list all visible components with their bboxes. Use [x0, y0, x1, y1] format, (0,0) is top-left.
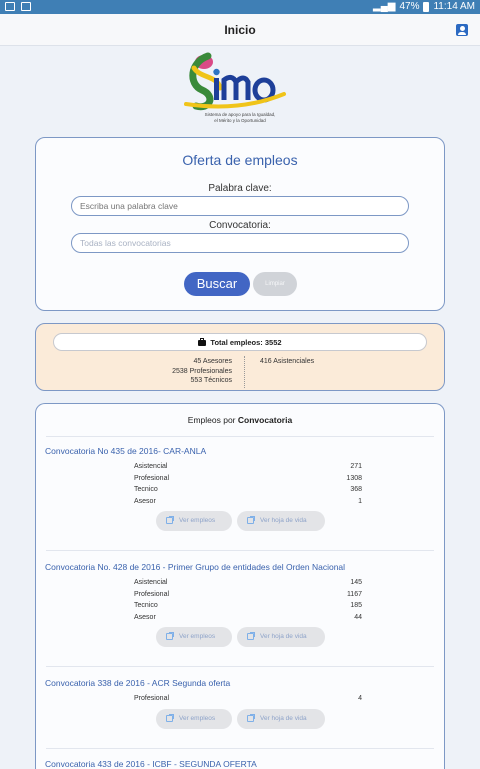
ver-empleos-button[interactable]	[156, 627, 232, 647]
convocatoria-title[interactable]: Convocatoria No. 428 de 2016 - Primer Grupo de entidades del Orden Nacional	[45, 562, 346, 572]
open-external-icon	[247, 633, 254, 640]
gallery-notification-icon	[5, 2, 15, 11]
open-external-icon	[166, 715, 173, 722]
row-label: Profesional	[134, 695, 170, 702]
convocatoria-item	[45, 446, 362, 524]
divider	[46, 436, 434, 437]
battery-percent: 47%	[399, 1, 420, 12]
row-label: Profesional	[134, 590, 170, 598]
totals-left-column	[36, 357, 232, 386]
keyword-input[interactable]	[71, 196, 409, 216]
clock: 11:14 AM	[433, 1, 475, 12]
ver-hoja-de-vida-label: Ver hoja de vida	[260, 715, 307, 722]
row-label: Profesional	[134, 474, 170, 482]
ver-empleos-label: Ver empleos	[179, 633, 216, 640]
ver-hoja-de-vida-label: Ver hoja de vida	[260, 633, 307, 640]
empleos-heading-bold: Convocatoria	[237, 415, 293, 425]
logo-tagline-line-1: Sistema de apoyo para la Igualdad,	[204, 112, 276, 117]
divider	[46, 550, 434, 551]
empleos-card	[35, 403, 445, 769]
logo-tagline-line-2: el Mérito y la Oportunidad	[214, 118, 266, 123]
convocatoria-select[interactable]: Todas las convocatorias	[71, 233, 409, 253]
search-title: Oferta de empleos	[182, 152, 298, 168]
status-bar	[0, 0, 480, 14]
row-value: 4	[358, 695, 362, 702]
total-asistenciales: 416 Asistenciales	[260, 358, 315, 365]
row-label: Asistencial	[134, 463, 168, 470]
ver-empleos-button[interactable]	[156, 511, 232, 531]
divider	[46, 666, 434, 667]
totals-card	[35, 323, 445, 391]
row-value: 1	[358, 497, 362, 505]
ver-hoja-de-vida-button[interactable]	[237, 709, 325, 729]
total-pill	[53, 333, 427, 351]
battery-icon	[423, 2, 429, 12]
keyword-label: Palabra clave:	[208, 183, 272, 194]
total-label: Total empleos: 3552	[210, 338, 282, 347]
account-box-icon[interactable]	[456, 24, 468, 36]
divider	[46, 748, 434, 749]
convocatoria-item	[45, 562, 362, 640]
search-button[interactable]: Buscar	[184, 272, 250, 296]
row-label: Tecnico	[134, 602, 158, 609]
convocatoria-label: Convocatoria:	[209, 220, 271, 231]
convocatoria-row	[134, 614, 362, 626]
ver-empleos-label: Ver empleos	[179, 517, 216, 524]
row-value: 185	[350, 602, 362, 609]
briefcase-icon	[198, 340, 206, 346]
app-bar	[0, 14, 480, 46]
totals-right-column	[260, 357, 314, 367]
row-label: Asesor	[134, 613, 156, 621]
totals-divider	[244, 356, 245, 388]
row-value: 271	[350, 463, 362, 470]
simo-logo	[180, 48, 300, 130]
search-card	[35, 137, 445, 311]
row-label: Asesor	[134, 497, 156, 505]
convocatoria-title[interactable]: Convocatoria 338 de 2016 - ACR Segunda oferta	[45, 678, 231, 688]
simo-logo-graphic	[180, 48, 300, 112]
convocatoria-row	[134, 591, 362, 603]
clear-button[interactable]: Limpiar	[253, 272, 297, 296]
convocatoria-row	[134, 602, 362, 614]
convocatoria-item	[45, 759, 257, 769]
row-label: Tecnico	[134, 486, 158, 493]
convocatoria-item	[45, 678, 362, 722]
convocatoria-row	[134, 498, 362, 510]
row-value: 145	[350, 579, 362, 586]
convocatoria-row	[134, 579, 362, 591]
convocatoria-row	[134, 695, 362, 707]
ver-hoja-de-vida-button[interactable]	[237, 511, 325, 531]
ver-empleos-button[interactable]	[156, 709, 232, 729]
page-title: Inicio	[224, 23, 256, 37]
notification-icons	[5, 2, 31, 11]
open-external-icon	[166, 633, 173, 640]
row-value: 1308	[346, 474, 362, 482]
ver-empleos-label: Ver empleos	[179, 715, 216, 722]
open-external-icon	[247, 517, 254, 524]
status-right	[373, 1, 475, 12]
convocatoria-row	[134, 475, 362, 487]
empleos-heading-prefix: Empleos por	[187, 415, 236, 425]
convocatoria-title[interactable]: Convocatoria 433 de 2016 - ICBF - SEGUNDA OFERTA	[45, 759, 257, 769]
row-label: Asistencial	[134, 579, 168, 586]
row-value: 44	[354, 613, 362, 621]
convocatoria-title[interactable]: Convocatoria No 435 de 2016- CAR-ANLA	[45, 446, 207, 456]
total-asesores: 45 Asesores	[193, 358, 232, 365]
open-external-icon	[247, 715, 254, 722]
ver-hoja-de-vida-label: Ver hoja de vida	[260, 517, 307, 524]
convocatoria-row	[134, 463, 362, 475]
row-value: 368	[350, 486, 362, 493]
signal-icon: ▂▄▆	[373, 1, 396, 12]
ver-hoja-de-vida-button[interactable]	[237, 627, 325, 647]
row-value: 1167	[346, 590, 362, 598]
total-profesionales: 2538 Profesionales	[172, 367, 232, 375]
empleos-heading	[36, 415, 444, 425]
convocatoria-row	[134, 486, 362, 498]
open-external-icon	[166, 517, 173, 524]
screenshot-notification-icon	[21, 2, 31, 11]
logo-tagline	[180, 112, 300, 124]
total-tecnicos: 553 Técnicos	[190, 377, 232, 384]
